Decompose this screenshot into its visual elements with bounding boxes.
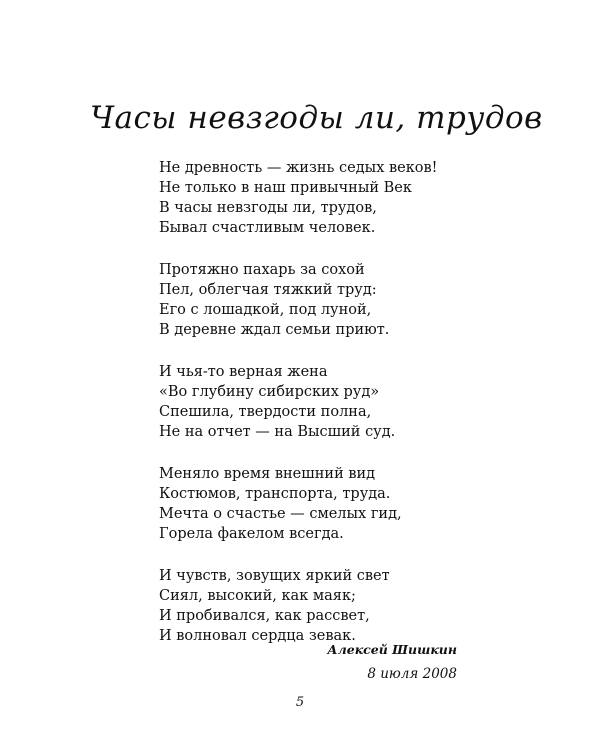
poem-date: 8 июля 2008: [367, 666, 457, 682]
page-number: 5: [295, 695, 305, 710]
poem-line: Сиял, высокий, как маяк;: [159, 588, 356, 604]
poem-line: Меняло время внешний вид: [159, 466, 376, 482]
stanza-5: [159, 566, 489, 646]
poem-line: «Во глубину сибирских руд»: [159, 384, 380, 400]
poem-line: Спешила, твердости полна,: [159, 404, 372, 420]
poem-line: И чувств, зовущих яркий свет: [159, 568, 390, 584]
stanza-2: [159, 260, 489, 340]
poem-line: В деревне ждал семьи приют.: [159, 322, 390, 338]
poem-line: Бывал счастливым человек.: [159, 220, 376, 236]
poem-line: И пробивался, как рассвет,: [159, 608, 370, 624]
poem-line: Не на отчет — на Высший суд.: [159, 424, 396, 440]
signature-block: [327, 641, 457, 683]
poem-line: Не только в наш привычный Век: [159, 180, 412, 196]
poem-line: И чья-то верная жена: [159, 364, 328, 380]
poem-line: Костюмов, транспорта, труда.: [159, 486, 391, 502]
poem-line: И волновал сердца зевак.: [159, 628, 356, 644]
stanza-4: [159, 464, 489, 544]
poem-body: [159, 158, 489, 668]
poem-line: Протяжно пахарь за сохой: [159, 262, 365, 278]
poem-line: Горела факелом всегда.: [159, 526, 344, 542]
poem-line: Мечта о счастье — смелых гид,: [159, 506, 402, 522]
poem-line: Его с лошадкой, под луной,: [159, 302, 372, 318]
poem-line: Пел, облегчая тяжкий труд:: [159, 282, 377, 298]
stanza-3: [159, 362, 489, 442]
poem-line: В часы невзгоды ли, трудов,: [159, 200, 377, 216]
poem-title: Часы невзгоды ли, трудов: [90, 100, 543, 136]
poem-line: Не древность — жизнь седых веков!: [159, 160, 438, 176]
author-name: Алексей Шишкин: [327, 642, 457, 657]
stanza-1: [159, 158, 489, 238]
